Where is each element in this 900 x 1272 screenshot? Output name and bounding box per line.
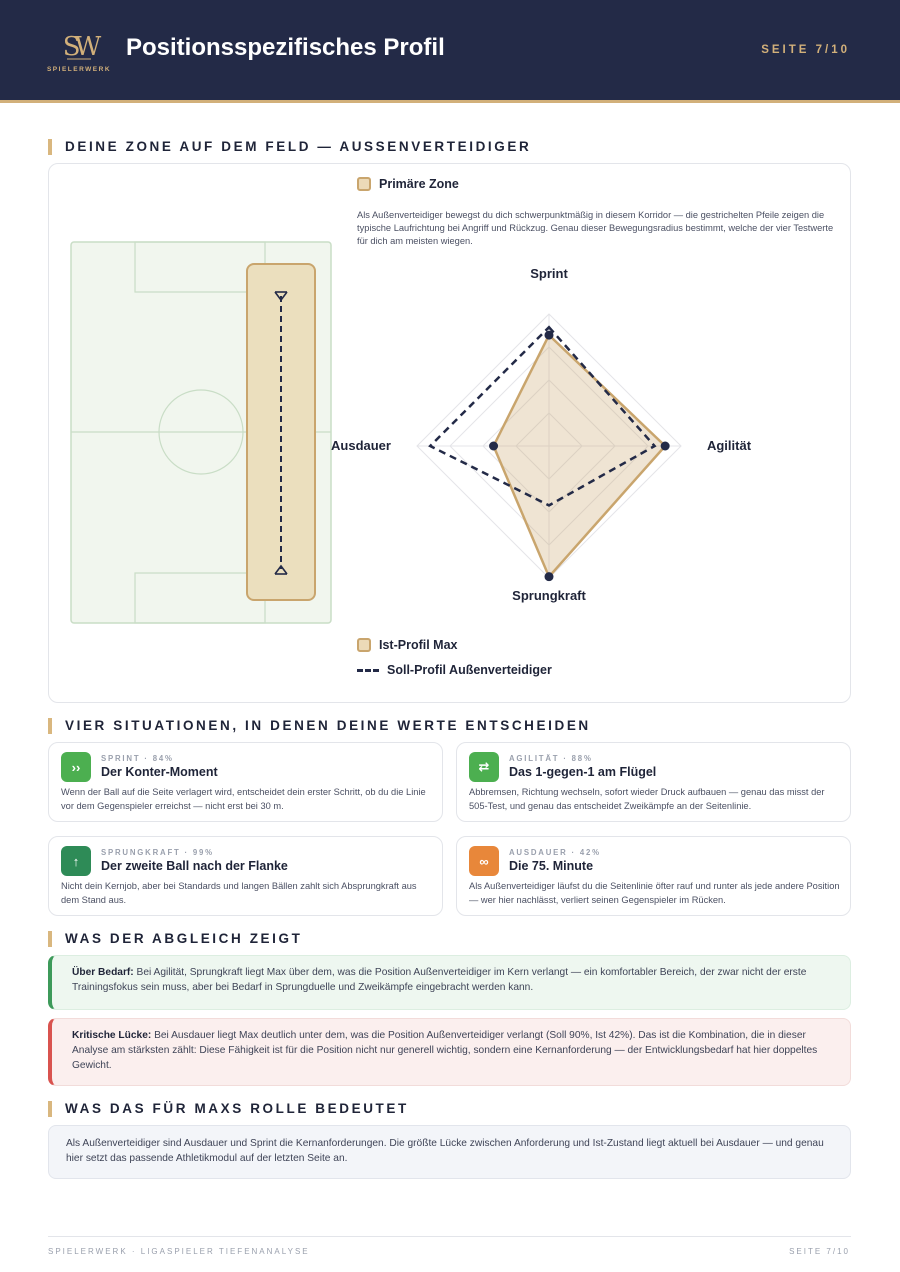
primary-zone-swatch <box>357 177 371 191</box>
football-pitch <box>70 241 332 625</box>
legend-primary-zone <box>357 177 459 191</box>
section-title-zone: DEINE ZONE AUF DEM FELD — AUSSENVERTEIDIGER <box>48 139 531 155</box>
ist-profile-polygon <box>494 335 666 577</box>
radar-axis-label: Ausdauer <box>331 438 391 453</box>
ist-profile-point <box>489 442 498 451</box>
logo-monogram-icon <box>59 28 99 64</box>
soll-profile-swatch <box>357 669 379 672</box>
situation-text: Nicht dein Kernjob, aber bei Standards und langen Bällen zahlt sich Absprungkraft aus dem Stand aus. <box>61 881 417 905</box>
surplus-text: Bei Agilität, Sprungkraft liegt Max über dem, was die Position Außenverteidiger im Kern verlangt — ein komfortabler Bereich, der zwar nicht der erste Trainingsfokus sein muss, aber bei Bedarf in Sprungduelle und Zweikämpfe eingebracht werden kann. <box>72 967 807 993</box>
legend-soll-profile <box>357 663 552 677</box>
ist-profile-point <box>545 331 554 340</box>
situation-text: Als Außenverteidiger läufst du die Seitenlinie öfter rauf und runter als jede andere Position — wer hier nachlässt, verliert seinen Gegenspieler im Rücken. <box>469 881 840 905</box>
double-chevron-icon: ›› <box>61 752 91 782</box>
situation-meta: SPRINT · 84% <box>101 754 174 763</box>
situation-text: Wenn der Ball auf die Seite verlagert wird, entscheidet dein erster Schritt, ob du die Linie vor dem Gegenspieler erreichst — nicht erst bei 30 m. <box>61 787 426 811</box>
legend-primary-label: Primäre Zone <box>379 177 459 191</box>
surplus-callout <box>48 955 851 1010</box>
section-title-comparison: WAS DER ABGLEICH ZEIGT <box>48 931 302 947</box>
situation-card <box>456 742 851 822</box>
gap-callout <box>48 1018 851 1086</box>
legend-ist-label: Ist-Profil Max <box>379 638 458 652</box>
page-header <box>0 0 900 103</box>
legend-ist-profile <box>357 638 458 652</box>
arrow-up-icon: ↑ <box>61 846 91 876</box>
zone-description: Als Außenverteidiger bewegst du dich schwerpunktmäßig in diesem Korridor — die gestrichelten Pfeile zeigen die typische Laufrichtung bei Angriff und Rückzug. Genau dieser Bewegungsradius bestimmt, welche der vier Testwerte für dich am meisten wiegen. <box>357 210 834 246</box>
surplus-label: Über Bedarf: <box>72 967 134 978</box>
situation-card <box>48 836 443 916</box>
situation-title: Die 75. Minute <box>509 859 594 873</box>
gap-label: Kritische Lücke: <box>72 1030 152 1041</box>
footer-page-number: SEITE 7/10 <box>789 1247 850 1256</box>
infinity-icon: ∞ <box>469 846 499 876</box>
situation-card <box>48 742 443 822</box>
page-title: Positionsspezifisches Profil <box>126 34 445 61</box>
zone-card <box>48 163 851 703</box>
ist-profile-point <box>545 572 554 581</box>
svg-text:SW: SW <box>62 32 96 62</box>
ist-profile-swatch <box>357 638 371 652</box>
situation-card <box>456 836 851 916</box>
brand-logo <box>44 28 114 76</box>
legend-soll-label: Soll-Profil Außenverteidiger <box>387 663 552 677</box>
situation-meta: SPRUNGKRAFT · 99% <box>101 848 214 857</box>
situation-text: Abbremsen, Richtung wechseln, sofort wieder Druck aufbauen — genau das misst der 505-Test, und genau das entscheidet Zweikämpfe an der Seitenlinie. <box>469 787 825 811</box>
page-number: SEITE 7/10 <box>761 44 850 56</box>
footer-brand: SPIELERWERK · LIGASPIELER TIEFENANALYSE <box>48 1247 310 1256</box>
radar-axis-label: Sprint <box>530 266 568 281</box>
radar-axis-label: Sprungkraft <box>512 588 586 603</box>
section-title-role: WAS DAS FÜR MAXS ROLLE BEDEUTET <box>48 1101 409 1117</box>
footer-divider <box>48 1236 851 1237</box>
section-title-situations: VIER SITUATIONEN, IN DENEN DEINE WERTE ENTSCHEIDEN <box>48 718 591 734</box>
situation-title: Der Konter-Moment <box>101 765 218 779</box>
role-summary: Als Außenverteidiger sind Ausdauer und Sprint die Kernanforderungen. Die größte Lücke zwischen Anforderung und Ist-Zustand liegt aktuell bei Ausdauer — und genau hier setzt das passende Athletikmodul auf der letzten Seite an. <box>48 1125 851 1179</box>
radar-chart <box>331 266 759 609</box>
logo-text: SPIELERWERK <box>46 66 112 73</box>
situation-meta: AGILITÄT · 88% <box>509 754 593 763</box>
swap-arrows-icon: ⇄ <box>469 752 499 782</box>
radar-axis-label: Agilität <box>706 438 752 453</box>
situation-meta: AUSDAUER · 42% <box>509 848 601 857</box>
ist-profile-point <box>661 442 670 451</box>
gap-text: Bei Ausdauer liegt Max deutlich unter dem, was die Position Außenverteidiger verlangt (Soll 90%, Ist 42%). Das ist die Kombination, die in dieser Analyse am stärksten zählt: Diese Fähigkeit ist für die Position nicht nur generell wichtig, sondern eine Kernanforderung — der Entwicklungsbedarf hat hier doppeltes Gewicht. <box>72 1030 818 1071</box>
situation-title: Der zweite Ball nach der Flanke <box>101 859 288 873</box>
situation-title: Das 1-gegen-1 am Flügel <box>509 765 657 779</box>
